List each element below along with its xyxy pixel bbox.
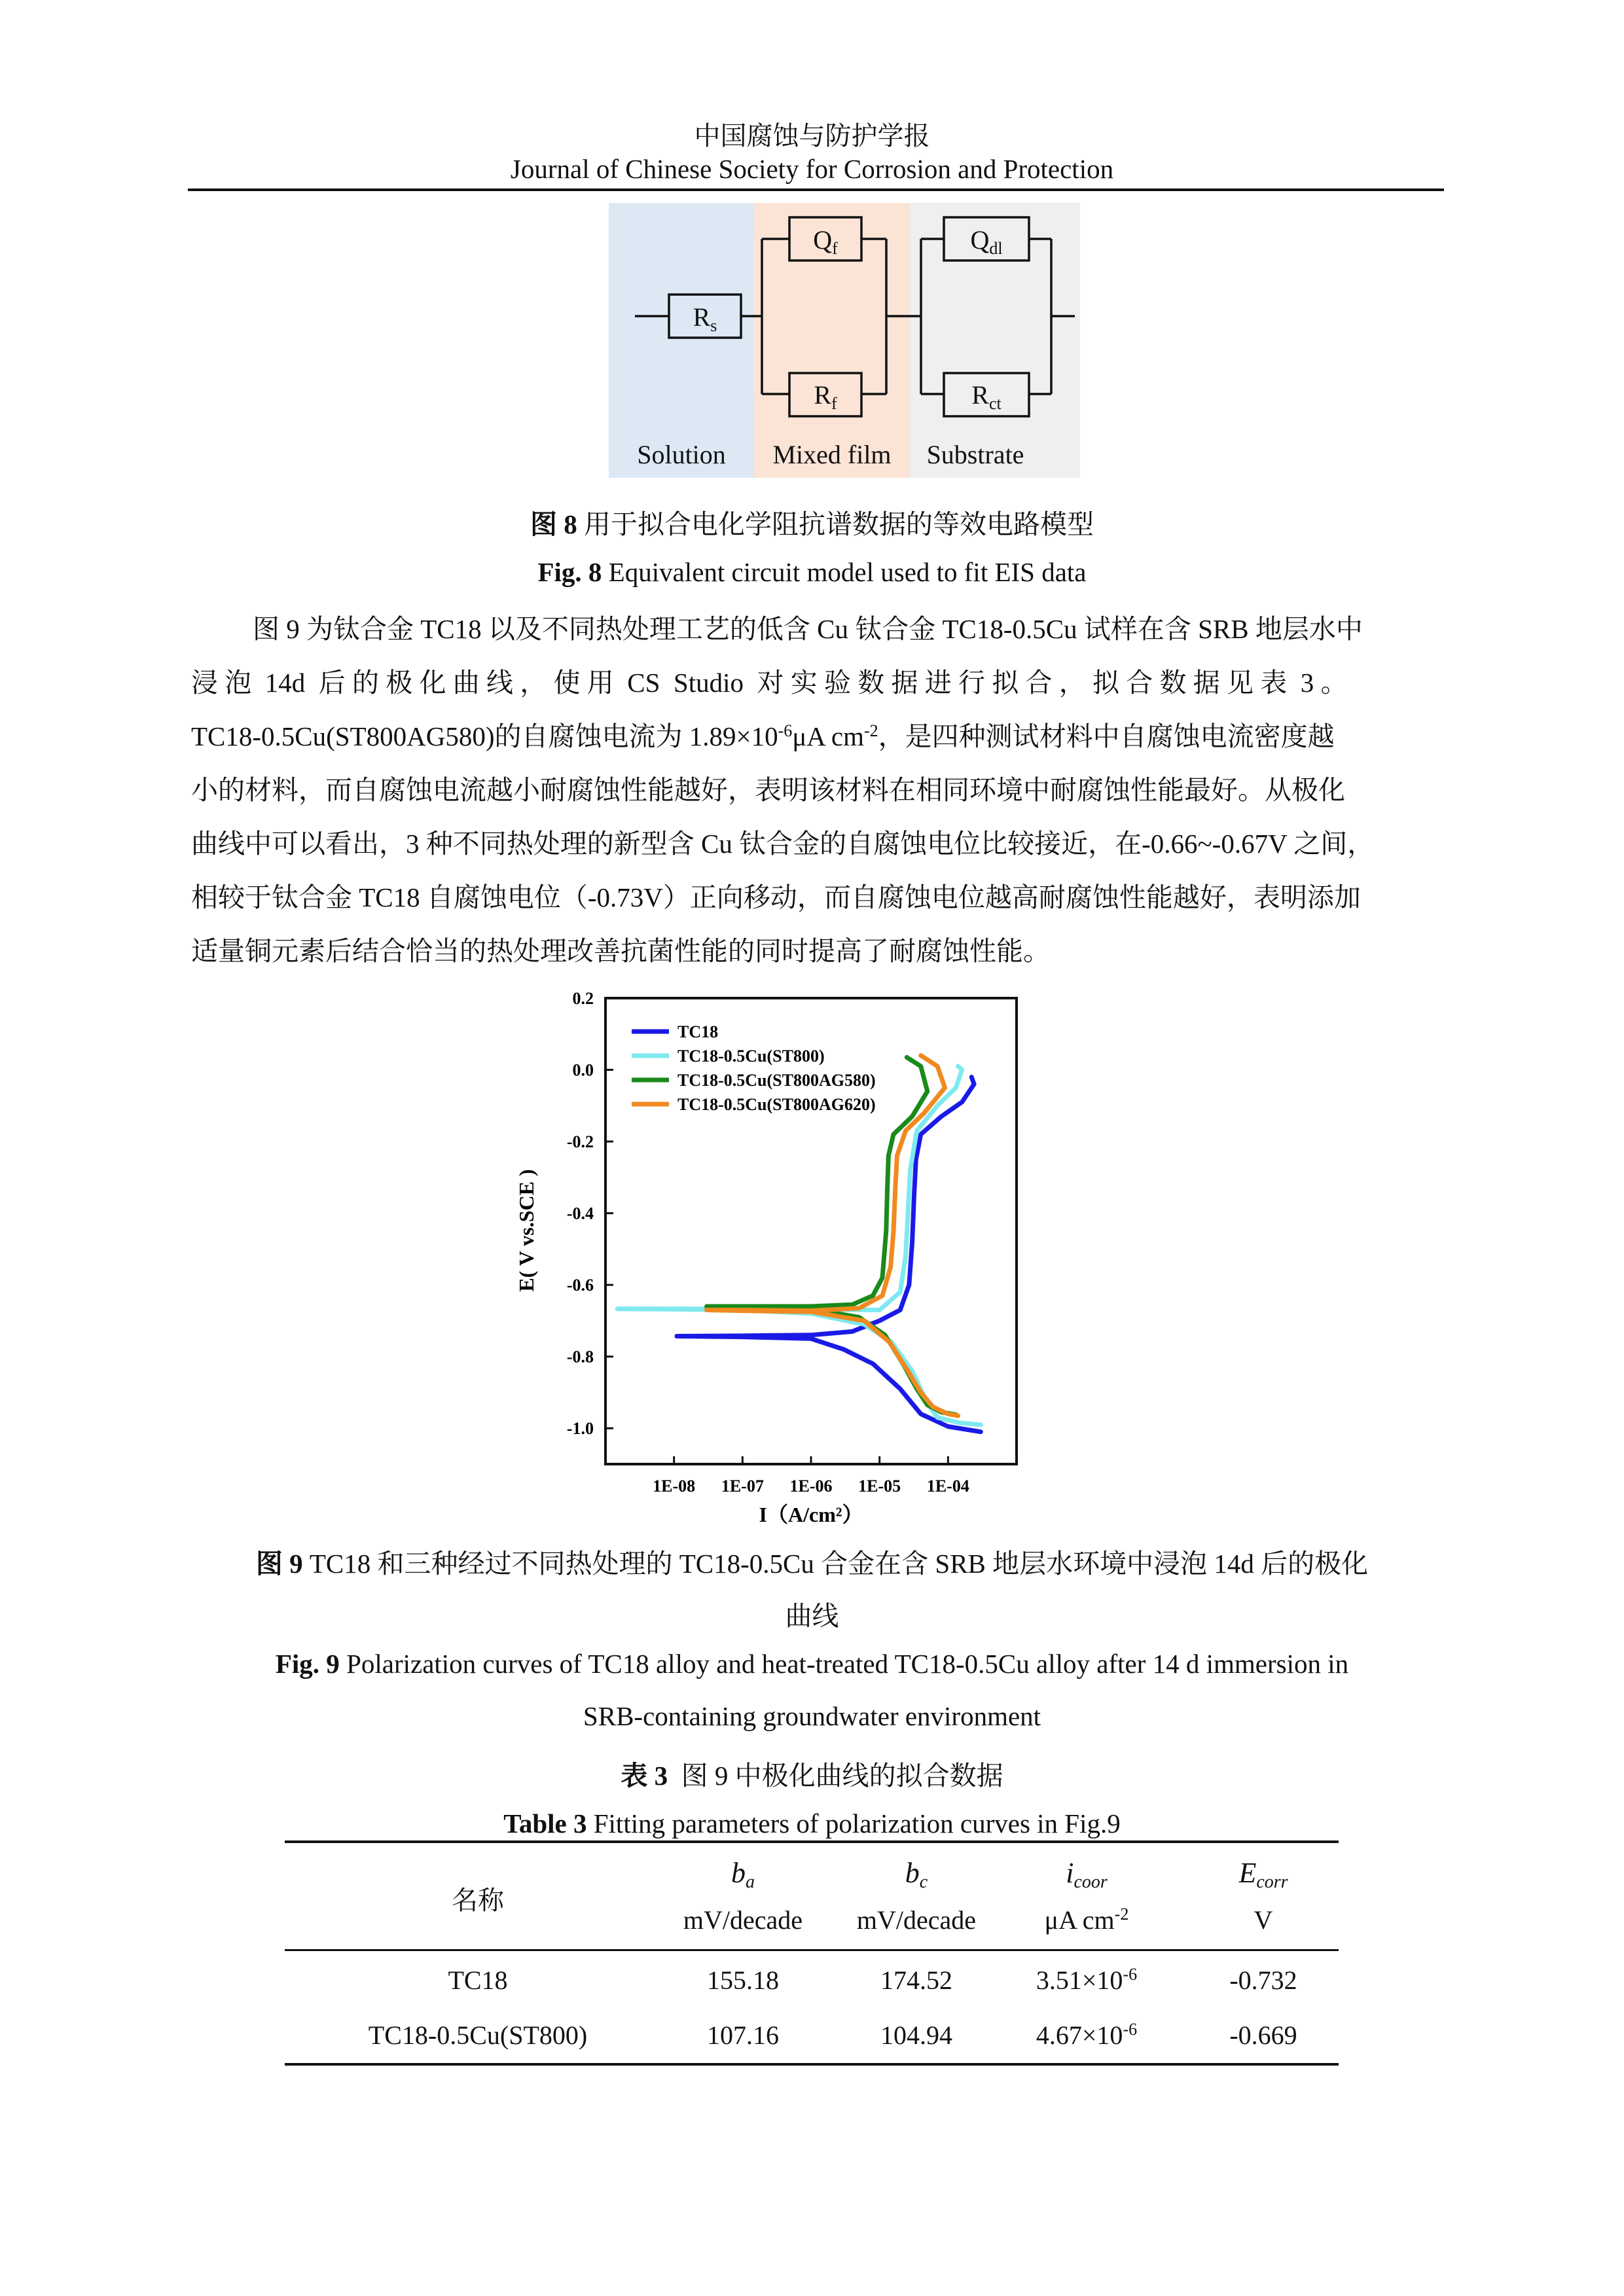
table-unit-bc: mV/decade	[856, 1905, 977, 1935]
region-label-solution: Solution	[637, 440, 726, 469]
table-cell-ecorr: -0.732	[1229, 1965, 1297, 1995]
table-cell-name: TC18	[448, 1965, 508, 1995]
table-cell-name: TC18-0.5Cu(ST800)	[368, 2020, 588, 2050]
paragraph-line: 相较于钛合金 TC18 自腐蚀电位（-0.73V）正向移动，而自腐蚀电位越高耐腐蚀性能越好，表明添加	[191, 882, 1361, 912]
table3-caption-en: Table 3 Fitting parameters of polarization curves in Fig.9	[503, 1808, 1121, 1839]
label-qdl: $Q_{dl}$	[970, 225, 1003, 258]
body-paragraph	[191, 602, 1441, 978]
table-header-ecorr: $E_{corr}$	[1238, 1857, 1288, 1892]
journal-title-cn: 中国腐蚀与防护学报	[694, 121, 930, 151]
x-tick-label: 1E-04	[926, 1477, 969, 1496]
fig9-caption-cn-line1: 图 9 TC18 和三种经过不同热处理的 TC18-0.5Cu 合金在含 SRB 地层水环境中浸泡 14d 后的极化	[255, 1549, 1369, 1579]
table-bottom-rule	[285, 2063, 1339, 2066]
header-rule	[188, 188, 1444, 191]
paragraph-line: 小的材料，而自腐蚀电流越小耐腐蚀性能越好，表明该材料在相同环境中耐腐蚀性能最好。从极化	[191, 775, 1345, 805]
label-rf: $R_f$	[814, 380, 837, 413]
label-rct: $R_{ct}$	[971, 380, 1001, 413]
region-label-substrate: Substrate	[926, 440, 1024, 469]
label-qf: $Q_f$	[813, 225, 838, 258]
region-label-mixed-film: Mixed film	[772, 440, 892, 469]
table-cell-ecorr: -0.669	[1229, 2020, 1297, 2050]
fig9-caption-en-line2: SRB-containing groundwater environment	[583, 1701, 1041, 1731]
paragraph-line: 浸 泡 14d 后 的 极 化 曲 线 ， 使 用 CS Studio 对 实 验 数 据 进 行 拟 合 ， 拟 合 数 据 见 表 3 。	[191, 668, 1348, 698]
table-unit-icoor: μA $cm^{-2}$	[1044, 1905, 1129, 1935]
x-axis-label: I（A/cm²）	[759, 1503, 863, 1526]
table-cell-ba: 155.18	[707, 1965, 779, 1995]
table3-caption-cn: 表 3 图 9 中极化曲线的拟合数据	[621, 1761, 1003, 1791]
fig8-caption-en: Fig. 8 Equivalent circuit model used to fit EIS data	[537, 557, 1087, 587]
series-2-cathodic-line	[617, 1309, 981, 1425]
table-header-ba: $b_a$	[731, 1857, 755, 1892]
x-tick-label: 1E-07	[721, 1477, 764, 1496]
polarization-curve-chart	[497, 982, 1152, 1532]
legend-entry: TC18-0.5Cu(ST800AG580)	[677, 1071, 876, 1090]
table-header-rule	[285, 1949, 1339, 1951]
region-solution	[609, 203, 754, 478]
label-rs: $R_s$	[693, 302, 717, 335]
y-axis-label: E( V vs.SCE )	[514, 1169, 538, 1292]
y-tick-label: -0.2	[566, 1132, 594, 1152]
table-top-rule	[285, 1840, 1339, 1843]
table-unit-ecorr: V	[1254, 1905, 1273, 1935]
table-unit-ba: mV/decade	[683, 1905, 803, 1935]
plot-frame	[605, 998, 1017, 1464]
y-tick-label: -0.8	[566, 1347, 594, 1367]
table-cell-ba: 107.16	[707, 2020, 779, 2050]
paragraph-line: 图 9 为钛合金 TC18 以及不同热处理工艺的低含 Cu 钛合金 TC18-0.5Cu 试样在含 SRB 地层水中	[253, 614, 1363, 644]
table-cell-bc: 174.52	[880, 1965, 952, 1995]
equivalent-circuit-diagram	[609, 203, 1080, 484]
journal-title-en: Journal of Chinese Society for Corrosion and Protection	[510, 154, 1114, 184]
y-tick-label: 0.2	[572, 989, 594, 1008]
fig9-caption-cn-line2: 曲线	[785, 1601, 839, 1631]
legend-entry: TC18-0.5Cu(ST800)	[677, 1047, 825, 1066]
table-header-name: 名称	[452, 1886, 504, 1915]
table-header-bc: $b_c$	[905, 1857, 928, 1892]
paragraph-line: TC18-0.5Cu(ST800AG580)的自腐蚀电流为 $1.89\times 10^{-6}\mu A$ $cm^{-2}$，是四种测试材料中自腐蚀电流密度越	[191, 721, 1335, 751]
table-cell-icoor: $4.67\times 10^{-6}$	[1036, 2020, 1138, 2050]
y-tick-label: -0.6	[566, 1276, 594, 1295]
paragraph-line: 曲线中可以看出，3 种不同热处理的新型含 Cu 钛合金的自腐蚀电位比较接近，在-0.66~-0.67V 之间，	[191, 829, 1375, 859]
legend-entry: TC18	[677, 1022, 719, 1041]
y-tick-label: -0.4	[566, 1204, 594, 1223]
table-cell-icoor: $3.51\times 10^{-6}$	[1036, 1965, 1138, 1995]
series-3-cathodic-line	[707, 1306, 956, 1414]
fig9-caption-en-line1: Fig. 9 Polarization curves of TC18 alloy and heat-treated TC18-0.5Cu alloy after 14 d immersion in	[275, 1649, 1349, 1679]
x-tick-label: 1E-08	[653, 1477, 696, 1496]
table-cell-bc: 104.94	[880, 2020, 952, 2050]
x-tick-label: 1E-06	[789, 1477, 833, 1496]
x-tick-label: 1E-05	[858, 1477, 901, 1496]
series-4-cathodic-line	[707, 1310, 958, 1416]
y-tick-label: 0.0	[572, 1060, 594, 1080]
legend-entry: TC18-0.5Cu(ST800AG620)	[677, 1095, 876, 1114]
fig8-caption-cn: 图 8 用于拟合电化学阻抗谱数据的等效电路模型	[530, 509, 1094, 539]
y-tick-label: -1.0	[566, 1419, 594, 1439]
table-header-icoor: $i_{coor}$	[1066, 1857, 1108, 1892]
paragraph-line: 适量铜元素后结合恰当的热处理改善抗菌性能的同时提高了耐腐蚀性能。	[191, 936, 1050, 966]
